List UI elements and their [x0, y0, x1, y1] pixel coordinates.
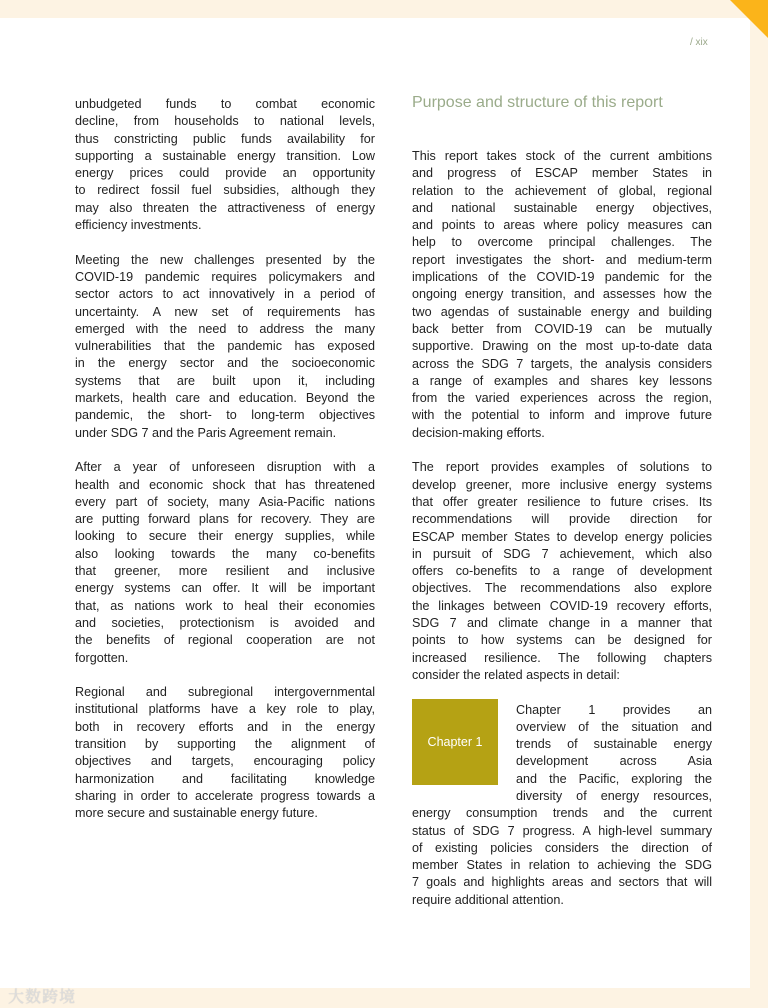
- text-line: ESCAP member States to develop energy policies: [412, 529, 712, 544]
- text-line: also looking towards the many co-benefits: [75, 546, 375, 561]
- paragraph: [75, 459, 375, 667]
- text-line: relation to the achievement of global, regional: [412, 183, 712, 198]
- text-line: consider the related aspects in detail:: [412, 667, 620, 682]
- text-line: markets, health care and education. Beyond the: [75, 391, 375, 406]
- text-line: are putting forward plans for recovery. They are: [75, 512, 375, 527]
- text-line: Chapter 1 provides an: [516, 702, 712, 717]
- paragraph-gap: [75, 442, 375, 459]
- paragraph-gap: [75, 234, 375, 251]
- paragraph: [75, 684, 375, 822]
- text-line: sector actors to act innovatively in a period of: [75, 287, 375, 302]
- text-line: status of SDG 7 progress. A high-level summary: [412, 823, 712, 838]
- text-line: in pursuit of SDG 7 achievement, which also: [412, 546, 712, 561]
- text-line: forgotten.: [75, 650, 129, 665]
- text-line: energy prices could provide an opportunity: [75, 166, 375, 181]
- paragraph-gap: [75, 667, 375, 684]
- text-line: efficiency investments.: [75, 218, 202, 233]
- text-line: uncertainty. A new set of requirements has: [75, 304, 375, 319]
- text-line: supportive. Drawing on the most up-to-date data: [412, 339, 712, 354]
- text-line: and societies, protectionism is avoided and: [75, 615, 375, 630]
- text-line: increased resilience. The following chapters: [412, 650, 712, 665]
- text-line: that greener, more resilient and inclusive: [75, 564, 375, 579]
- text-line: COVID-19 pandemic requires policymakers and: [75, 269, 375, 284]
- text-line: development across Asia: [516, 754, 712, 769]
- text-line: points to how systems can be designed for: [412, 633, 712, 648]
- text-line: SDG 7 and climate change in a manner that: [412, 616, 712, 631]
- text-line: harmonization and facilitating knowledge: [75, 771, 375, 786]
- text-line: decision-making efforts.: [412, 425, 545, 440]
- text-line: a range of examples and shares key lessons: [412, 373, 712, 388]
- text-line: of existing policies considers the direction of: [412, 840, 712, 855]
- right-column: [412, 148, 712, 909]
- text-line: help to overcome principal challenges. The: [412, 235, 712, 250]
- text-line: every part of society, many Asia-Pacific nations: [75, 494, 375, 509]
- text-line: from the varied experiences across the region,: [412, 391, 712, 406]
- text-line: member States in relation to achieving the SDG: [412, 858, 712, 873]
- text-line: The report provides examples of solutions to: [412, 460, 712, 475]
- section-heading: Purpose and structure of this report: [412, 94, 663, 111]
- corner-decoration: [730, 0, 768, 38]
- text-line: looking to secure their energy supplies, while: [75, 529, 375, 544]
- text-line: energy systems can offer. It will be important: [75, 581, 375, 596]
- text-line: recommendations will provide direction for: [412, 512, 712, 527]
- text-line: and the Pacific, exploring the: [516, 771, 712, 786]
- text-line: the benefits of regional cooperation are not: [75, 633, 375, 648]
- text-line: institutional platforms have a key role to play,: [75, 702, 375, 717]
- paragraph: [412, 459, 712, 684]
- text-line: Regional and subregional intergovernmental: [75, 685, 375, 700]
- paragraph-gap: [412, 442, 712, 459]
- text-line: ongoing energy transition, and assesses how the: [412, 287, 712, 302]
- chapter-1-box: [412, 699, 498, 785]
- text-line: objectives and targets, encouraging policy: [75, 754, 375, 769]
- paragraph: [412, 148, 712, 442]
- text-line: and points to areas where policy measures can: [412, 218, 712, 233]
- text-line: may also threaten the attractiveness of energy: [75, 200, 375, 215]
- text-line: the linkages between COVID-19 recovery efforts,: [412, 598, 712, 613]
- text-line: that offer greater resilience to future crises. Its: [412, 494, 712, 509]
- text-line: energy consumption trends and the current: [412, 806, 712, 821]
- text-line: under SDG 7 and the Paris Agreement remain.: [75, 425, 337, 440]
- text-line: offers co-benefits to a range of development: [412, 564, 712, 579]
- page-number: / xix: [690, 37, 708, 48]
- text-line: more secure and sustainable energy future.: [75, 806, 318, 821]
- text-line: objectives. The recommendations also explore: [412, 581, 712, 596]
- text-line: two agendas of sustainable energy and building: [412, 304, 712, 319]
- text-line: implications of the COVID-19 pandemic for the: [412, 270, 712, 285]
- watermark-text: 大数跨境: [8, 989, 77, 1006]
- text-line: decline, from households to national levels,: [75, 114, 375, 129]
- text-line: trends of sustainable energy: [516, 737, 712, 752]
- text-line: require additional attention.: [412, 892, 564, 907]
- text-line: to redirect fossil fuel subsidies, although they: [75, 183, 375, 198]
- text-line: After a year of unforeseen disruption with a: [75, 460, 375, 475]
- text-line: report investigates the short- and medium-term: [412, 252, 712, 267]
- text-line: across the SDG 7 targets, the analysis considers: [412, 356, 712, 371]
- text-line: pandemic, the short- to long-term objectives: [75, 408, 375, 423]
- text-line: back better from COVID-19 can be mutually: [412, 321, 712, 336]
- text-line: and progress of ESCAP member States in: [412, 166, 712, 181]
- text-line: systems that are built upon it, including: [75, 373, 375, 388]
- watermark-logo: [8, 984, 76, 1007]
- text-line: diversity of energy resources,: [516, 788, 712, 803]
- chapter-1-label: Chapter 1: [427, 735, 483, 749]
- text-line: unbudgeted funds to combat economic: [75, 97, 375, 111]
- text-line: health and economic shock that has threatened: [75, 477, 375, 492]
- text-line: in the energy sector and the socioeconomic: [75, 356, 375, 371]
- text-line: supporting a sustainable energy transition. Low: [75, 148, 375, 163]
- text-line: sharing in order to accelerate progress towards a: [75, 788, 375, 803]
- text-line: both in recovery efforts and in the energy: [75, 719, 375, 734]
- text-line: This report takes stock of the current ambitions: [412, 149, 712, 163]
- text-line: with the potential to inform and improve future: [412, 408, 712, 423]
- text-line: emerged with the need to address the many: [75, 321, 375, 336]
- text-line: thus constricting public funds availability for: [75, 131, 375, 146]
- text-line: develop greener, more inclusive energy systems: [412, 477, 712, 492]
- text-line: overview of the situation and: [516, 719, 712, 734]
- text-line: transition by supporting the alignment of: [75, 736, 375, 751]
- text-line: 7 goals and highlights areas and sectors that will: [412, 875, 712, 890]
- left-column: [75, 96, 375, 822]
- paragraph: [75, 252, 375, 442]
- text-line: that, as nations work to heal their economies: [75, 598, 375, 613]
- text-line: and national sustainable energy objectives,: [412, 200, 712, 215]
- paragraph: [75, 96, 375, 234]
- text-line: Meeting the new challenges presented by the: [75, 252, 375, 267]
- text-line: vulnerabilities that the pandemic has exposed: [75, 339, 375, 354]
